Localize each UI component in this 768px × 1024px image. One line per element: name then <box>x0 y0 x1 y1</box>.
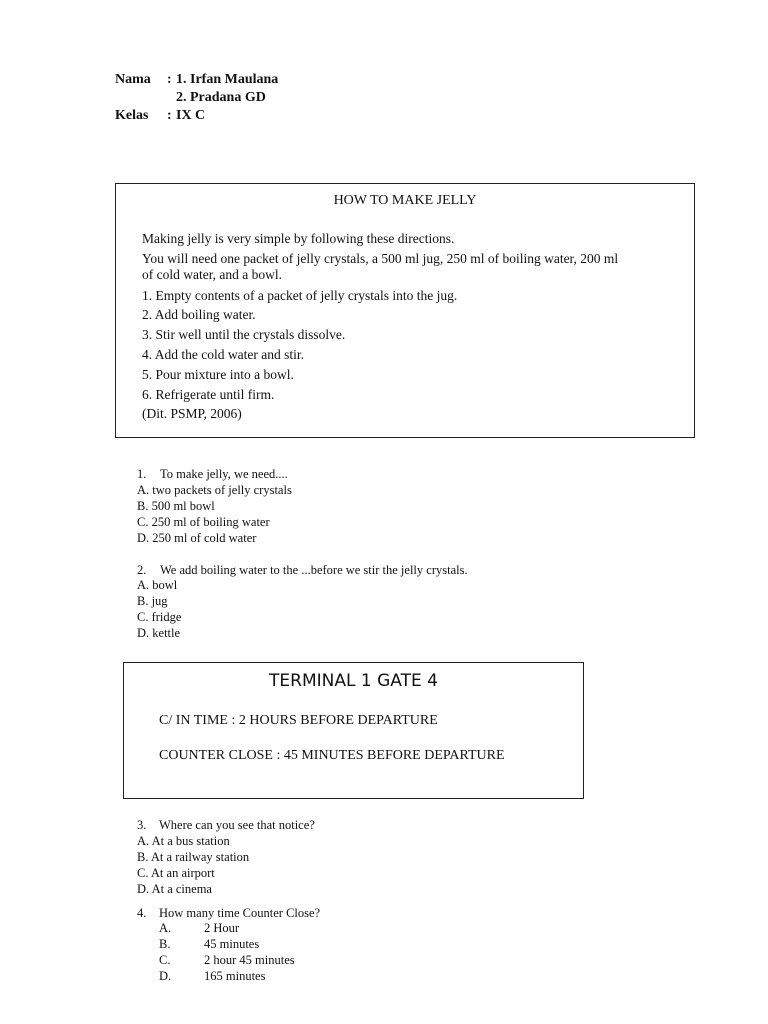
jelly-line: of cold water, and a bowl. <box>142 267 283 282</box>
kelas-value: IX C <box>176 108 206 123</box>
question-number: 2. <box>137 563 147 577</box>
option-text: 165 minutes <box>204 969 266 983</box>
jelly-step: 6. Refrigerate until firm. <box>142 387 275 402</box>
answer-option: B. jug <box>137 594 168 608</box>
terminal-title: TERMINAL 1 GATE 4 <box>269 671 438 691</box>
answer-option: A. two packets of jelly crystals <box>137 483 292 497</box>
answer-option: C. At an airport <box>137 866 215 880</box>
jelly-step: 2. Add boiling water. <box>142 307 256 322</box>
member-1: 1. Irfan Maulana <box>176 72 279 87</box>
question-number: 3. <box>137 818 147 832</box>
jelly-line: Making jelly is very simple by following these directions. <box>142 231 455 246</box>
checkin-time-line: C/ IN TIME : 2 HOURS BEFORE DEPARTURE <box>159 713 438 728</box>
jelly-step: 3. Stir well until the crystals dissolve. <box>142 327 346 342</box>
answer-option: A. At a bus station <box>137 834 230 848</box>
option-text: 2 hour 45 minutes <box>204 953 295 967</box>
option-text: 45 minutes <box>204 937 260 951</box>
jelly-recipe-box <box>115 183 695 438</box>
jelly-step: 5. Pour mixture into a bowl. <box>142 367 294 382</box>
jelly-line: You will need one packet of jelly crystals, a 500 ml jug, 250 ml of boiling water, 200 ml <box>142 251 619 266</box>
jelly-step: 1. Empty contents of a packet of jelly crystals into the jug. <box>142 288 458 303</box>
jelly-source: (Dit. PSMP, 2006) <box>142 406 242 421</box>
counter-close-line: COUNTER CLOSE : 45 MINUTES BEFORE DEPARTURE <box>159 748 505 763</box>
answer-option: D. 250 ml of cold water <box>137 531 257 545</box>
kelas-separator: : <box>167 108 172 123</box>
jelly-title: HOW TO MAKE JELLY <box>333 193 477 208</box>
jelly-step: 4. Add the cold water and stir. <box>142 347 304 362</box>
answer-option: D. kettle <box>137 626 181 640</box>
option-letter: A. <box>159 921 172 935</box>
answer-option: B. 500 ml bowl <box>137 499 215 513</box>
question-text: To make jelly, we need.... <box>160 467 288 481</box>
kelas-label: Kelas <box>115 108 149 123</box>
answer-option: B. At a railway station <box>137 850 250 864</box>
question-number: 1. <box>137 467 147 481</box>
answer-option: C. fridge <box>137 610 182 624</box>
option-text: 2 Hour <box>204 921 240 935</box>
question-text: We add boiling water to the ...before we stir the jelly crystals. <box>160 563 468 577</box>
option-letter: D. <box>159 969 172 983</box>
member-2: 2. Pradana GD <box>176 90 266 105</box>
question-text: How many time Counter Close? <box>159 906 321 920</box>
answer-option: D. At a cinema <box>137 882 212 896</box>
option-letter: C. <box>159 953 171 967</box>
answer-option: A. bowl <box>137 578 178 592</box>
answer-option: C. 250 ml of boiling water <box>137 515 270 529</box>
question-number: 4. <box>137 906 147 920</box>
nama-label: Nama <box>115 72 151 87</box>
nama-separator: : <box>167 72 172 87</box>
terminal-notice-box <box>123 662 584 799</box>
option-letter: B. <box>159 937 171 951</box>
question-text: Where can you see that notice? <box>159 818 315 832</box>
